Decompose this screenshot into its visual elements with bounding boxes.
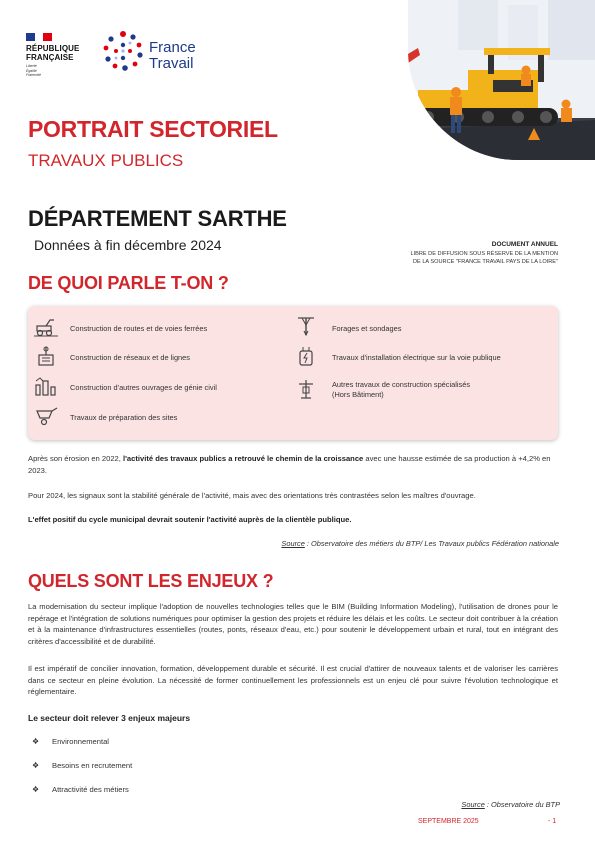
diamond-bullet-icon: ❖	[32, 785, 40, 794]
paragraph-modernisation: La modernisation du secteur implique l'adoption de nouvelles technologies telles que le BIM (Building Information Modeling), l'utilisation de drones pour le repérage et l'intégration de solutions numériques pour optimiser la gestion des projets et réduire les délais et les coûts. Le secteur doit contribuer à la création et à la maintenance d'infrastructures essentielles (routes, ponts, réseaux d'eau, etc.) pour soutenir le développement urbain et rural, tout en intégrant des critères d'accessibilité et de durabilité.	[28, 602, 558, 646]
stakes-heading: Le secteur doit relever 3 enjeux majeurs	[28, 713, 191, 723]
wheelbarrow-icon	[34, 404, 58, 426]
p1-text-c: avec une hausse estimée de sa production à +4,2% en 2023.	[28, 454, 551, 475]
road-paver-illustration	[398, 0, 595, 160]
source-label: Source	[461, 800, 485, 809]
activity-label: Autres travaux de construction spécialisés	[332, 380, 471, 389]
specialized-works-icon	[294, 378, 318, 400]
rf-motto: Liberté Égalité Fraternité	[26, 64, 41, 77]
republique-francaise-flag	[26, 33, 52, 41]
france-travail-logo-icon	[100, 28, 146, 74]
paragraph-imperatives: Il est impératif de concilier innovation, formation, développement durable et sécurité. Il est crucial d'attirer de nouveaux talents et de valoriser les carrières dans ce secteur en pleine évolution. La nécessité de former continuellement les professionnels est un enjeu clé pour suivre l'évolution technologique et réglementaire.	[28, 664, 558, 696]
section-title-stakes: QUELS SONT LES ENJEUX ?	[28, 571, 274, 591]
footer-date: SEPTEMBRE 2025	[418, 818, 479, 825]
page-subtitle: TRAVAUX PUBLICS	[28, 151, 184, 170]
source-text: : Observatoire des métiers du BTP/ Les Travaux publics Fédération nationale	[304, 539, 559, 548]
stake-label: Besoins en recrutement	[52, 761, 133, 770]
ft-name-line1: France	[149, 39, 196, 56]
activity-sublabel: (Hors Bâtiment)	[332, 390, 384, 399]
stake-item	[32, 785, 129, 794]
road-roller-icon	[34, 315, 58, 337]
france-travail-name	[149, 40, 196, 72]
rf-name-line2: FRANÇAISE	[26, 53, 74, 62]
activity-item: Travaux de préparation des sites	[70, 413, 178, 422]
document-type: DOCUMENT ANNUEL	[491, 241, 558, 248]
republique-francaise-logo-text	[26, 44, 79, 62]
activity-item: Construction de réseaux et de lignes	[70, 353, 190, 362]
page-title: PORTRAIT SECTORIEL	[28, 116, 278, 142]
source-label: Source	[281, 539, 305, 548]
diamond-bullet-icon: ❖	[32, 737, 40, 746]
mention-line2: DE LA SOURCE "FRANCE TRAVAIL PAYS DE LA LOIRE"	[413, 259, 558, 265]
footer-source	[300, 800, 560, 809]
section-title-activities: DE QUOI PARLE T-ON ?	[28, 273, 229, 293]
stake-label: Attractivité des métiers	[52, 785, 129, 794]
activity-item: Forages et sondages	[332, 324, 402, 333]
network-lines-icon	[34, 345, 58, 367]
activities-box	[28, 306, 558, 440]
ft-name-line2: Travail	[149, 55, 194, 72]
drill-icon	[294, 315, 318, 337]
paragraph-outlook-2024: Pour 2024, les signaux sont la stabilité générale de l'activité, mais avec des orientations très contrastées selon les maîtres d'ouvrage.	[28, 491, 476, 500]
electric-installation-icon	[294, 345, 318, 367]
source-text: : Observatoire du BTP	[484, 800, 560, 809]
paragraph-activity-2023	[28, 453, 558, 476]
data-date: Données à fin décembre 2024	[34, 237, 222, 253]
stake-label: Environnemental	[52, 737, 109, 746]
page-number: - 1	[548, 818, 557, 825]
diamond-bullet-icon: ❖	[32, 761, 40, 770]
rf-name-line1: RÉPUBLIQUE	[26, 44, 80, 53]
department-title: DÉPARTEMENT SARTHE	[28, 206, 287, 231]
diffusion-mention	[340, 250, 558, 266]
activity-item: Travaux d'installation électrique sur la voie publique	[332, 353, 501, 362]
stake-item	[32, 761, 132, 770]
activity-item: Construction de routes et de voies ferrées	[70, 324, 208, 333]
stake-item	[32, 737, 109, 746]
p1-highlight: l'activité des travaux publics a retrouvé le chemin de la croissance	[123, 454, 364, 463]
activity-item: Construction d'autres ouvrages de génie civil	[70, 383, 217, 392]
civil-works-icon	[34, 375, 58, 397]
source-line	[28, 539, 559, 548]
mention-line1: LIBRE DE DIFFUSION SOUS RÉSERVE DE LA MENTION	[410, 251, 558, 257]
p1-text-a: Après son érosion en 2022,	[28, 454, 123, 463]
activity-item	[332, 380, 470, 400]
paragraph-municipal-cycle: L'effet positif du cycle municipal devrait soutenir l'activité auprès de la clientèle publique.	[28, 515, 352, 524]
